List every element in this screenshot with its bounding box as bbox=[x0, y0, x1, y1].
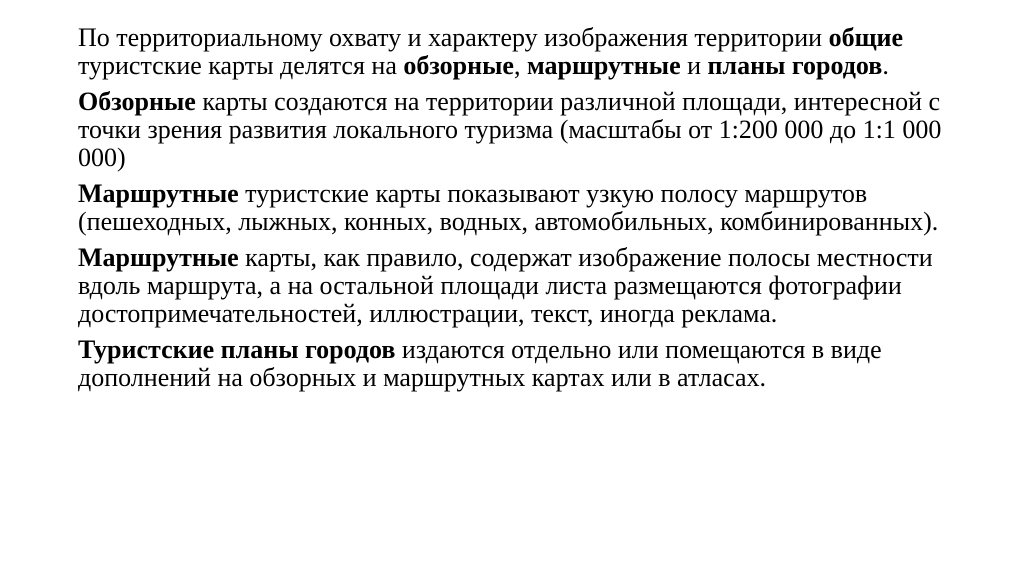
term-route: маршрутные bbox=[526, 51, 681, 80]
term-city-plans: планы городов bbox=[707, 51, 883, 80]
paragraph-route-maps bbox=[78, 180, 978, 236]
text-segment: издаются отдельно или помещаются в виде дополнений на обзорных и маршрутных картах или в атласах. bbox=[78, 335, 882, 392]
term-route: Маршрутные bbox=[78, 179, 239, 208]
text-segment: карты, как правило, содержат изображение полосы местности вдоль маршрута, а на остальной площади листа размещаются фотографии достопримечательностей, иллюстрации, текст, иногда реклама. bbox=[78, 243, 933, 328]
text-segment: карты создаются на территории различной площади, интересной с точки зрения развития локального туризма (масштабы от 1:200 000 до 1:1 000 000) bbox=[78, 87, 942, 172]
term-general: общие bbox=[828, 23, 904, 52]
paragraph-city-plans bbox=[78, 336, 978, 392]
slide-text-body bbox=[78, 24, 978, 400]
text-segment: По территориальному охвату и характеру изображения территории bbox=[78, 23, 829, 52]
text-segment: , bbox=[513, 51, 527, 80]
term-overview: Обзорные bbox=[78, 87, 196, 116]
text-segment: туристские карты делятся на bbox=[78, 51, 404, 80]
term-overview: обзорные bbox=[403, 51, 514, 80]
paragraph-route-maps-content bbox=[78, 244, 978, 328]
text-segment: и bbox=[680, 51, 708, 80]
term-city-plans: Туристские планы городов bbox=[78, 335, 396, 364]
paragraph-overview-maps bbox=[78, 88, 978, 172]
term-route: Маршрутные bbox=[78, 243, 239, 272]
text-segment: . bbox=[882, 51, 889, 80]
text-segment: туристские карты показывают узкую полосу маршрутов (пешеходных, лыжных, конных, водных, автомобильных, комбинированных). bbox=[78, 179, 939, 236]
paragraph-map-types bbox=[78, 24, 978, 80]
